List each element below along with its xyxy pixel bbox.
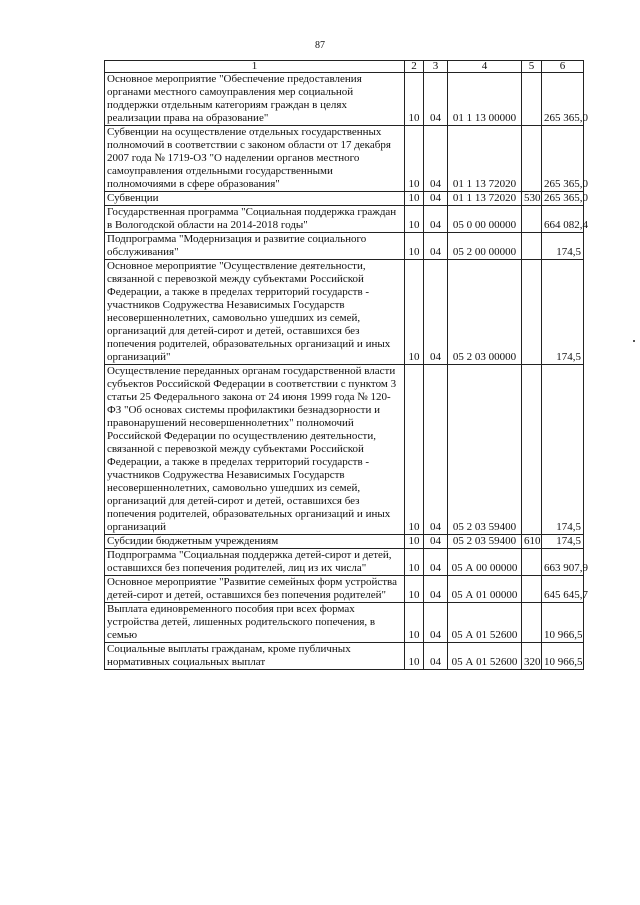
row-amount: 664 082,4 — [542, 206, 584, 233]
table-row — [105, 233, 584, 260]
row-subsection: 04 — [424, 192, 448, 206]
row-expense-type — [522, 126, 542, 192]
header-row — [105, 61, 584, 73]
scan-speck — [633, 340, 635, 342]
row-expense-type — [522, 603, 542, 643]
row-amount: 265 365,0 — [542, 192, 584, 206]
row-section: 10 — [405, 643, 424, 670]
table-row — [105, 73, 584, 126]
row-target-code: 05 2 00 00000 — [448, 233, 522, 260]
row-name: Субвенции на осуществление отдельных государственных полномочий в соответствии с законом области от 17 декабря 2007 года № 1719-ОЗ "О наделении органов местного самоуправления отдельными государственными полномочиями в сфере образования" — [105, 126, 405, 192]
row-section: 10 — [405, 549, 424, 576]
row-amount: 10 966,5 — [542, 603, 584, 643]
row-expense-type: 320 — [522, 643, 542, 670]
row-name: Основное мероприятие "Обеспечение предоставления органами местного самоуправления мер социальной поддержки отдельным категориям граждан в целях реализации права на образование" — [105, 73, 405, 126]
header-col-1: 1 — [105, 61, 405, 73]
row-target-code: 01 1 13 72020 — [448, 126, 522, 192]
row-target-code: 05 А 01 52600 — [448, 643, 522, 670]
table-row — [105, 260, 584, 365]
row-target-code: 01 1 13 00000 — [448, 73, 522, 126]
row-expense-type — [522, 73, 542, 126]
row-section: 10 — [405, 192, 424, 206]
budget-table — [104, 60, 588, 670]
row-amount: 174,5 — [542, 260, 584, 365]
row-expense-type — [522, 365, 542, 535]
row-name: Субсидии бюджетным учреждениям — [105, 535, 405, 549]
row-subsection: 04 — [424, 576, 448, 603]
row-name: Подпрограмма "Модернизация и развитие социального обслуживания" — [105, 233, 405, 260]
row-target-code: 05 А 00 00000 — [448, 549, 522, 576]
row-section: 10 — [405, 365, 424, 535]
row-section: 10 — [405, 576, 424, 603]
row-subsection: 04 — [424, 365, 448, 535]
row-section: 10 — [405, 603, 424, 643]
row-expense-type: 530 — [522, 192, 542, 206]
table-row — [105, 206, 584, 233]
row-amount: 174,5 — [542, 233, 584, 260]
table-row — [105, 365, 584, 535]
row-section: 10 — [405, 206, 424, 233]
table-row — [105, 549, 584, 576]
page-number: 87 — [315, 40, 325, 51]
row-amount: 265 365,0 — [542, 126, 584, 192]
row-expense-type — [522, 576, 542, 603]
row-amount: 645 645,7 — [542, 576, 584, 603]
row-amount: 265 365,0 — [542, 73, 584, 126]
row-subsection: 04 — [424, 126, 448, 192]
row-section: 10 — [405, 73, 424, 126]
row-subsection: 04 — [424, 260, 448, 365]
header-col-5: 5 — [522, 61, 542, 73]
row-target-code: 05 А 01 00000 — [448, 576, 522, 603]
row-name: Основное мероприятие "Развитие семейных форм устройства детей-сирот и детей, оставшихся без попечения родителей" — [105, 576, 405, 603]
row-name: Социальные выплаты гражданам, кроме публичных нормативных социальных выплат — [105, 643, 405, 670]
table-row — [105, 603, 584, 643]
row-expense-type — [522, 233, 542, 260]
row-section: 10 — [405, 535, 424, 549]
row-expense-type: 610 — [522, 535, 542, 549]
row-section: 10 — [405, 233, 424, 260]
table-row — [105, 643, 584, 670]
row-subsection: 04 — [424, 549, 448, 576]
row-name: Государственная программа "Социальная поддержка граждан в Вологодской области на 2014-2018 годы" — [105, 206, 405, 233]
row-name: Выплата единовременного пособия при всех формах устройства детей, лишенных родительского попечения, в семью — [105, 603, 405, 643]
row-amount: 174,5 — [542, 365, 584, 535]
row-amount: 10 966,5 — [542, 643, 584, 670]
row-subsection: 04 — [424, 643, 448, 670]
row-subsection: 04 — [424, 535, 448, 549]
table-row — [105, 192, 584, 206]
row-target-code: 01 1 13 72020 — [448, 192, 522, 206]
row-amount: 663 907,9 — [542, 549, 584, 576]
row-expense-type — [522, 260, 542, 365]
row-expense-type — [522, 206, 542, 233]
header-col-6: 6 — [542, 61, 584, 73]
row-amount: 174,5 — [542, 535, 584, 549]
row-subsection: 04 — [424, 206, 448, 233]
row-name: Основное мероприятие "Осуществление деятельности, связанной с перевозкой между субъектами Российской Федерации, а также в пределах территорий государств - участников Содружества Независимых Государств несовершеннолетних, самовольно ушедших из семей, организаций для детей-сирот и детей, оставшихся без попечения родителей, образовательных организаций и иных организаций" — [105, 260, 405, 365]
table-row — [105, 126, 584, 192]
row-subsection: 04 — [424, 233, 448, 260]
table-row — [105, 576, 584, 603]
row-target-code: 05 2 03 00000 — [448, 260, 522, 365]
row-section: 10 — [405, 126, 424, 192]
row-target-code: 05 2 03 59400 — [448, 535, 522, 549]
table-row — [105, 535, 584, 549]
row-target-code: 05 2 03 59400 — [448, 365, 522, 535]
row-target-code: 05 0 00 00000 — [448, 206, 522, 233]
row-name: Осуществление переданных органам государственной власти субъектов Российской Федерации в соответствии с пунктом 3 статьи 25 Федерального закона от 24 июня 1999 года № 120-ФЗ "Об основах системы профилактики безнадзорности и правонарушений несовершеннолетних" полномочий Российской Федерации по осуществлению деятельности, связанной с перевозкой между субъектами Российской Федерации, а также в пределах территорий государств - участников Содружества Независимых Государств несовершеннолетних, самовольно ушедших из семей, организаций для детей-сирот и детей, оставшихся без попечения родителей, образовательных организаций и иных организаций — [105, 365, 405, 535]
row-section: 10 — [405, 260, 424, 365]
row-subsection: 04 — [424, 73, 448, 126]
row-name: Подпрограмма "Социальная поддержка детей-сирот и детей, оставшихся без попечения родителей, лиц из их числа" — [105, 549, 405, 576]
row-name: Субвенции — [105, 192, 405, 206]
row-expense-type — [522, 549, 542, 576]
header-col-3: 3 — [424, 61, 448, 73]
header-col-2: 2 — [405, 61, 424, 73]
header-col-4: 4 — [448, 61, 522, 73]
row-target-code: 05 А 01 52600 — [448, 603, 522, 643]
row-subsection: 04 — [424, 603, 448, 643]
